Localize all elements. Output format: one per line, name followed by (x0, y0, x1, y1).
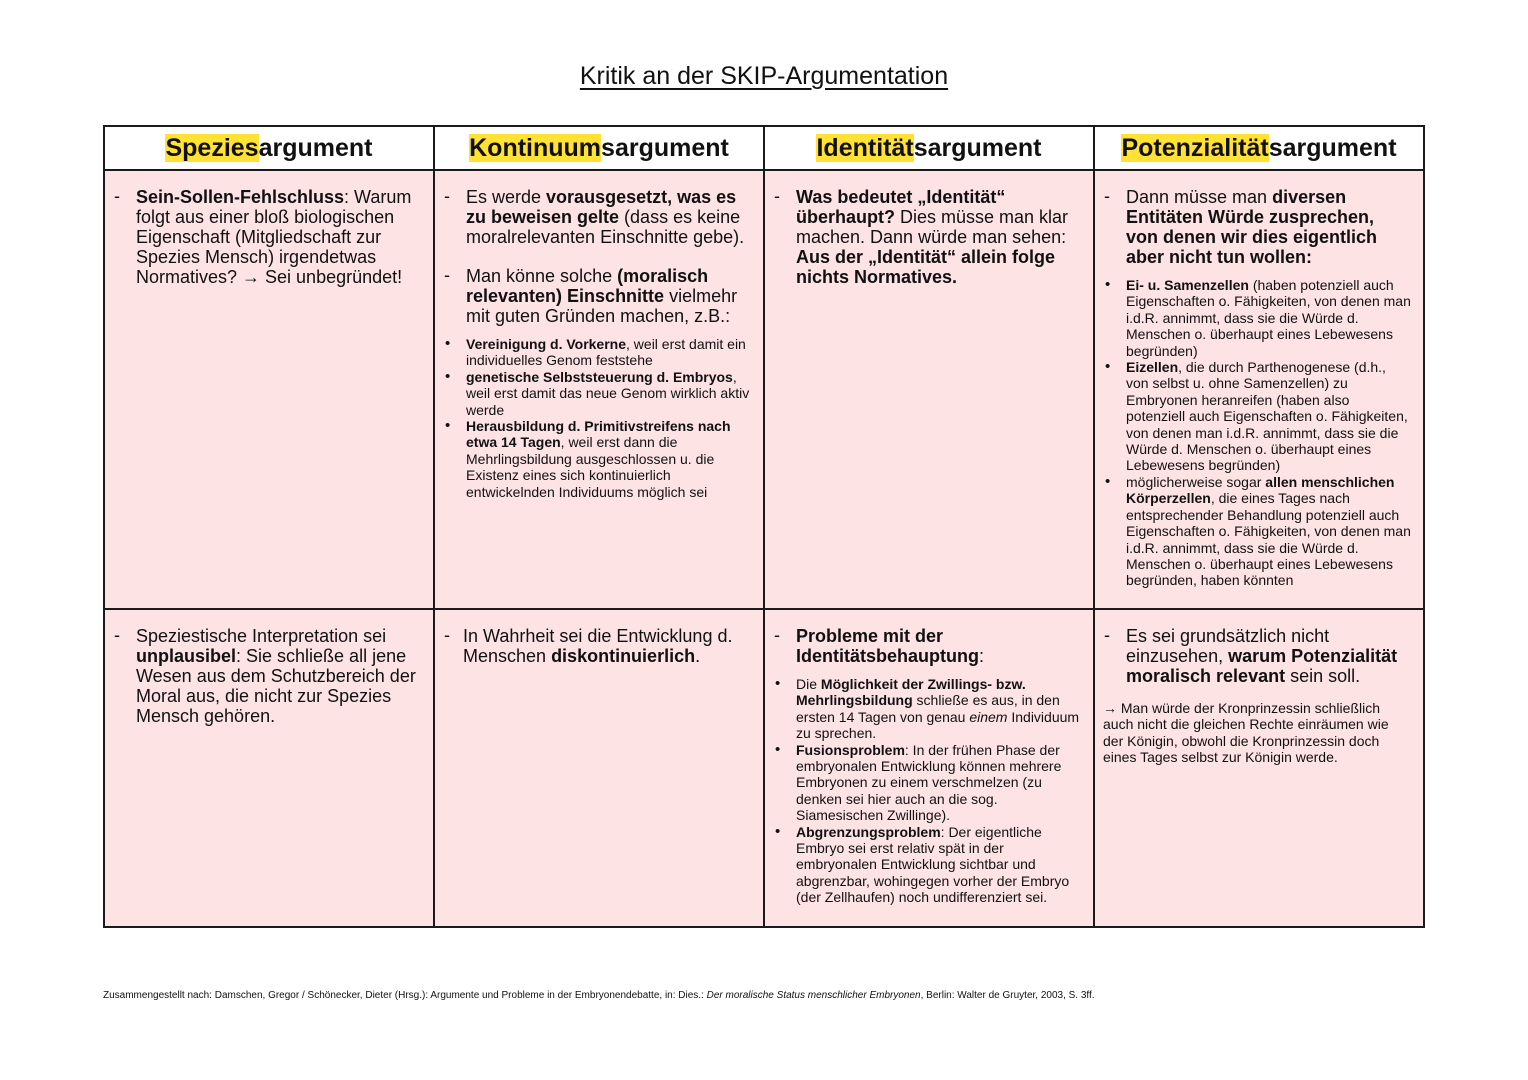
cell-identitaet-1 (764, 170, 1094, 609)
citation-title: Der moralische Status menschlicher Embryonen (706, 990, 921, 1001)
item-text: vielmehr mit guten Gründen machen, z.B.: (466, 286, 738, 326)
citation-text: , Berlin: Walter de Gruyter, 2003, S. 3ff. (920, 990, 1095, 1001)
cell-identitaet-2 (764, 609, 1094, 927)
bold-term: Abgrenzungsproblem (796, 823, 941, 840)
bold-term: Was bedeutet „Identität“ überhaupt? (796, 187, 1006, 227)
item-text: In Wahrheit sei die Entwicklung d. Menschen (463, 626, 733, 666)
item-text: sein soll. (1285, 666, 1361, 686)
item-text: (haben potenziell auch Eigenschaften o. Fähigkeiten, von denen man i.d.R. annimmt, dass sie die Würde d. Menschen o. überhaupt eines Lebewesens begründen) (1126, 277, 1411, 359)
item-text: , weil erst damit das neue Genom wirklich aktiv werde (466, 368, 750, 418)
header-spezies (104, 126, 434, 170)
cell-kontinuum-2 (434, 609, 764, 927)
bold-term: diversen Entitäten Würde zusprechen, von denen wir dies eigentlich aber nicht tun wollen: (1126, 187, 1378, 267)
critique-item (443, 266, 751, 326)
cell-potenzialitaet-2 (1094, 609, 1424, 927)
header-highlight: Spezies (165, 133, 259, 162)
header-suffix: sargument (913, 133, 1042, 162)
critique-item (443, 187, 751, 247)
critique-item (1103, 187, 1411, 267)
item-text: Es werde (466, 187, 547, 207)
list-item (796, 824, 1081, 906)
list-item (796, 742, 1081, 824)
list-item (1126, 474, 1411, 589)
critique-row-1 (104, 170, 1424, 609)
header-suffix: sargument (601, 133, 729, 162)
citation-text: Zusammengestellt nach: Damschen, Gregor / Schönecker, Dieter (Hrsg.): Argumente und Probleme in der Embryonendebatte, in: Dies.: (103, 990, 707, 1001)
item-text: : Sie schließe all jene Wesen aus dem Schutzbereich der Moral aus, die nicht zur Spezies Mensch gehören. (136, 646, 416, 726)
argument-table (103, 125, 1425, 928)
bold-term: Aus der „Identität“ allein folge nichts Normatives. (796, 247, 1056, 287)
header-kontinuum (434, 126, 764, 170)
bold-term: (moralisch relevanten) Einschnitte (466, 266, 709, 306)
header-identitaet (764, 126, 1094, 170)
list-item (796, 676, 1081, 742)
cell-potenzialitaet-1 (1094, 170, 1424, 609)
critique-item (773, 626, 1081, 666)
item-text: möglicherweise sogar (1126, 473, 1266, 490)
bold-term: allen menschlichen Körperzellen (1126, 473, 1395, 507)
bold-term: genetische Selbststeuerung d. Embryos (466, 368, 733, 385)
critique-item (113, 187, 421, 287)
header-suffix: argument (258, 133, 373, 162)
header-row (104, 126, 1424, 170)
bold-term: diskontinuierlich (551, 646, 696, 666)
page-title: Kritik an der SKIP-Argumentation (579, 62, 949, 90)
problem-list (773, 676, 1081, 906)
item-text: (dass es keine moralrelevanten Einschnitte gebe). (466, 207, 745, 247)
cell-spezies-2 (104, 609, 434, 927)
header-highlight: Kontinuum (469, 133, 602, 162)
bold-term: Sein-Sollen-Fehlschluss (136, 187, 345, 207)
header-potenzialitaet (1094, 126, 1424, 170)
item-text: , die durch Parthenogenese (d.h., von selbst u. ohne Samenzellen) zu Embryonen heranreifen (haben also potenziell auch Eigenschaften o. Fähigkeiten, von denen man i.d.R. annimmt, dass sie die Würde d. Menschen o. überhaupt eines Lebewesens begründen) (1126, 359, 1408, 474)
bold-term: Vereinigung d. Vorkerne (466, 336, 627, 352)
item-text: Die (796, 676, 821, 692)
analogy-note: → Man würde der Kronprinzessin schließlich auch nicht die gleichen Rechte einräumen wie der Königin, obwohl die Kronprinzessin doch eines Tages selbst zur Königin werde. (1103, 700, 1389, 766)
bold-term: unplausibel (136, 646, 237, 666)
item-text: Individuum zu sprechen. (796, 708, 1080, 742)
header-highlight: Potenzialität (1121, 133, 1269, 162)
bold-term: warum Potenzialität moralisch relevant (1126, 646, 1398, 686)
item-text: Es sei grundsätzlich nicht einzusehen, (1126, 626, 1330, 666)
list-item (466, 418, 751, 500)
bold-term: Herausbildung d. Primitivstreifens nach etwa 14 Tagen (466, 418, 731, 451)
item-text: schließe es aus, in den ersten 14 Tagen von genau (796, 692, 1060, 725)
bold-term: Fusionsproblem (796, 741, 905, 758)
list-item (1126, 359, 1411, 474)
item-text: , weil erst dann die Mehrlingsbildung ausgeschlossen u. die Existenz eines sich kontinuierlich entwickelnden Individuums möglich sei (466, 434, 715, 500)
critique-row-2 (104, 609, 1424, 927)
item-text: Man könne solche (466, 266, 618, 286)
list-item (466, 336, 751, 369)
item-text: : In der frühen Phase der embryonalen Entwicklung können mehrere Embryonen zu einem verschmelzen (zu denken sei hier auch an die sog. Siamesischen Zwillinge). (796, 741, 1062, 824)
header-highlight: Identität (816, 133, 914, 162)
item-text: Dann müsse man (1126, 187, 1273, 207)
example-list (443, 336, 751, 500)
critique-item (1103, 626, 1411, 686)
list-item (466, 369, 751, 418)
example-list (1103, 277, 1411, 589)
italic-term: einem (969, 708, 1008, 725)
item-text: : Warum folgt aus einer bloß biologischen Eigenschaft (Mitgliedschaft zur Spezies Mensch) irgendetwas Normatives? → Sei unbegründet! (136, 187, 412, 287)
bold-term: vorausgesetzt, was es zu beweisen gelte (466, 187, 737, 227)
cell-spezies-1 (104, 170, 434, 609)
critique-item (773, 187, 1081, 287)
bold-term: Möglichkeit der Zwillings- bzw. Mehrlingsbildung (796, 676, 1026, 709)
bold-term: Eizellen (1126, 359, 1179, 376)
bold-term: Ei- u. Samenzellen (1126, 277, 1249, 293)
item-text: Dies müsse man klar machen. Dann würde man sehen: (796, 207, 1069, 247)
item-text: . (695, 646, 701, 666)
item-text: : Der eigentliche Embryo sei erst relativ spät in der embryonalen Entwicklung sichtbar und abgrenzbar, wohingegen vorher der Embryo (der Zellhaufen) noch undifferenziert sei. (796, 823, 1070, 906)
item-text: : (979, 646, 985, 666)
list-item (1126, 277, 1411, 359)
critique-item (443, 626, 751, 666)
item-text: , weil erst damit ein individuelles Genom feststehe (466, 336, 746, 369)
critique-item (113, 626, 421, 726)
header-suffix: sargument (1268, 133, 1397, 162)
cell-kontinuum-1 (434, 170, 764, 609)
item-text: , die eines Tages nach entsprechender Behandlung potenziell auch Eigenschaften o. Fähigkeiten, von denen man i.d.R. annimmt, dass sie die Würde d. Menschen o. überhaupt eines Lebewesens begründen, haben könnten (1126, 490, 1411, 589)
bold-term: Probleme mit der Identitätsbehauptung (796, 626, 979, 666)
source-citation (103, 990, 1095, 1001)
item-text: Speziestische Interpretation sei (136, 626, 387, 646)
